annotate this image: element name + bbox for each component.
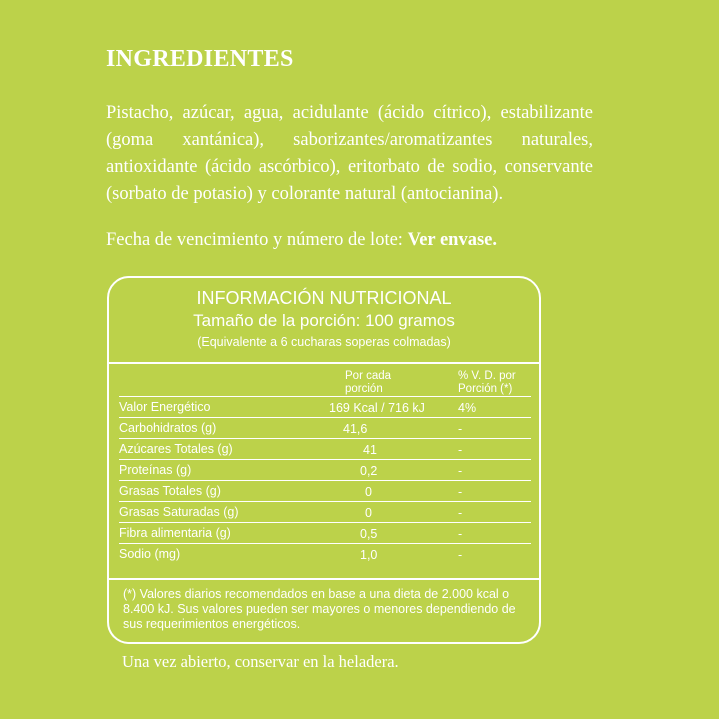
table-row: [119, 543, 531, 565]
row-per-portion: 0,5: [360, 527, 378, 541]
row-daily-value: -: [458, 506, 463, 520]
row-daily-value: -: [458, 485, 463, 499]
row-label: Carbohidratos (g): [119, 421, 217, 435]
storage-note: Una vez abierto, conservar en la heladera.: [122, 652, 399, 671]
column-header-line: Porción (*): [458, 383, 513, 395]
table-row: [119, 480, 531, 502]
row-daily-value: -: [458, 443, 463, 457]
column-header-per-portion: [345, 370, 391, 396]
serving-size: Tamaño de la porción: 100 gramos: [193, 311, 455, 330]
table-row: [119, 438, 531, 460]
row-per-portion: 1,0: [360, 548, 378, 562]
row-label: Grasas Totales (g): [119, 484, 221, 498]
footnote: (*) Valores diarios recomendados en base a una dieta de 2.000 kcal o 8.400 kJ. Sus valores pueden ser mayores o menores dependiendo de sus requerimientos energéticos.: [123, 587, 516, 631]
row-per-portion: 0: [365, 506, 372, 520]
nutrition-header: [109, 278, 539, 364]
expiry-value: Ver envase.: [407, 230, 497, 250]
row-per-portion: 41,6: [343, 422, 368, 436]
row-label: Azúcares Totales (g): [119, 442, 233, 456]
table-row: [119, 417, 531, 439]
row-label: Grasas Saturadas (g): [119, 505, 239, 519]
row-per-portion: 0: [365, 485, 372, 499]
column-header-line: porción: [345, 383, 383, 395]
row-label: Sodio (mg): [119, 547, 181, 561]
expiry-label: Fecha de vencimiento y número de lote:: [106, 230, 408, 250]
nutrition-table: [107, 276, 541, 644]
ingredients-heading: INGREDIENTES: [106, 46, 294, 72]
row-daily-value: -: [458, 422, 463, 436]
column-header-line: % V. D. por: [458, 370, 516, 382]
column-header-daily-value: [458, 370, 516, 396]
footnote-divider: [109, 578, 539, 580]
expiry-line: [106, 228, 626, 252]
row-label: Valor Energético: [119, 400, 211, 414]
table-row: [119, 396, 531, 418]
row-label: Proteínas (g): [119, 463, 192, 477]
serving-equivalent: (Equivalente a 6 cucharas soperas colmadas): [197, 335, 451, 349]
nutrition-title: INFORMACIÓN NUTRICIONAL: [196, 288, 452, 308]
column-header-line: Por cada: [345, 370, 392, 382]
row-per-portion: 0,2: [360, 464, 378, 478]
row-daily-value: 4%: [458, 401, 477, 415]
row-per-portion: 169 Kcal / 716 kJ: [329, 401, 425, 415]
row-daily-value: -: [458, 527, 463, 541]
table-row: [119, 459, 531, 481]
table-row: [119, 522, 531, 544]
table-row: [119, 501, 531, 523]
row-daily-value: -: [458, 464, 463, 478]
ingredients-text: Pistacho, azúcar, agua, acidulante (ácido cítrico), estabilizante (goma xantánica), saborizantes/aromatizantes naturales, antioxidante (ácido ascórbico), eritorbato de sodio, conservante (sorbato de potasio) y colorante natural (antocianina).: [106, 103, 593, 204]
row-daily-value: -: [458, 548, 463, 562]
row-per-portion: 41: [363, 443, 377, 457]
row-label: Fibra alimentaria (g): [119, 526, 231, 540]
